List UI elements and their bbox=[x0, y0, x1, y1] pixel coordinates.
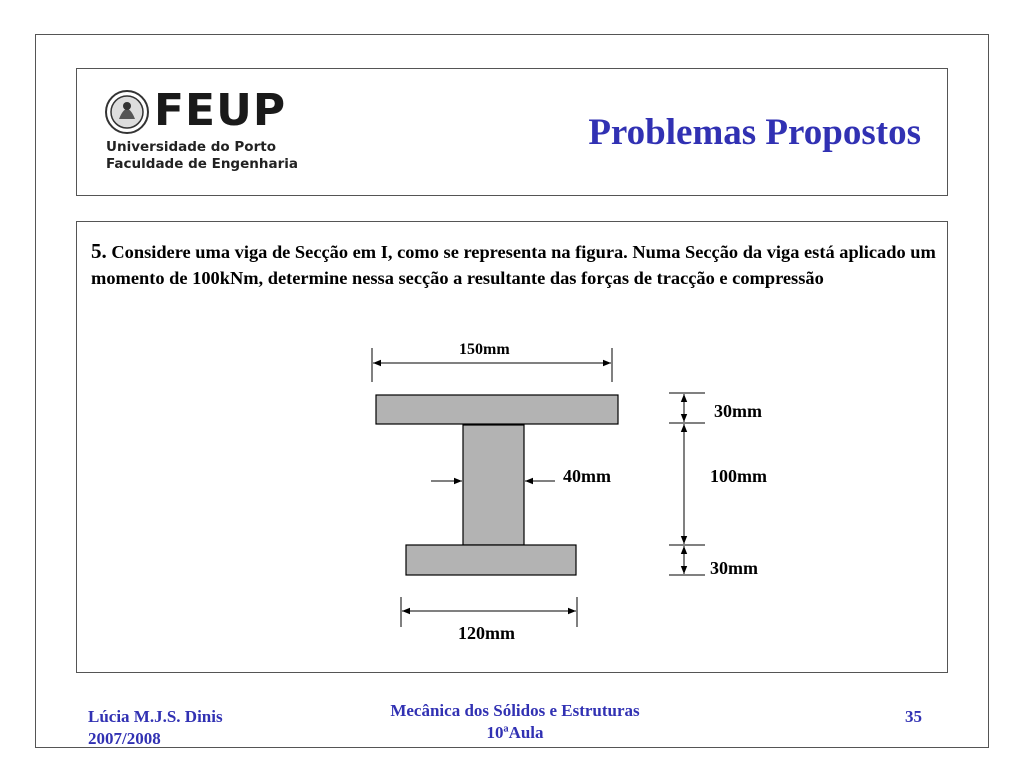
logo-faculty: Faculdade de Engenharia bbox=[106, 156, 298, 172]
problem-box bbox=[76, 221, 948, 673]
footer-author: Lúcia M.J.S. Dinis bbox=[88, 707, 223, 726]
dim-150-label: 150mm bbox=[459, 341, 510, 358]
slide-header bbox=[76, 68, 948, 196]
dim-40-label: 40mm bbox=[563, 466, 611, 486]
footer-year: 2007/2008 bbox=[88, 729, 161, 748]
footer-course: Mecânica dos Sólidos e Estruturas bbox=[390, 701, 640, 720]
dim-100-label: 100mm bbox=[710, 466, 767, 486]
logo-wordmark: FEUP bbox=[154, 85, 287, 136]
slide-title: Problemas Propostos bbox=[588, 112, 921, 153]
footer-lecture: 10ªAula bbox=[486, 723, 544, 742]
bottom-flange bbox=[406, 545, 576, 575]
footer-author-block bbox=[88, 706, 223, 750]
feup-logo bbox=[104, 85, 319, 181]
problem-text: Considere uma viga de Secção em I, como se representa na figura. Numa Secção da viga está aplicado um momento de 100kNm, determine nessa secção a resultante das forças de tracção e compressão bbox=[91, 242, 936, 288]
web bbox=[463, 425, 524, 545]
logo-university: Universidade do Porto bbox=[106, 139, 276, 155]
dim-30-bottom-label: 30mm bbox=[710, 558, 758, 578]
page-number: 35 bbox=[905, 707, 922, 726]
problem-number: 5. bbox=[91, 239, 107, 263]
top-flange bbox=[376, 395, 618, 424]
i-beam-figure bbox=[77, 222, 949, 674]
dim-30-top-label: 30mm bbox=[714, 401, 762, 421]
university-seal-icon bbox=[104, 89, 150, 135]
dim-120-label: 120mm bbox=[458, 623, 515, 643]
footer-course-block bbox=[312, 700, 718, 744]
